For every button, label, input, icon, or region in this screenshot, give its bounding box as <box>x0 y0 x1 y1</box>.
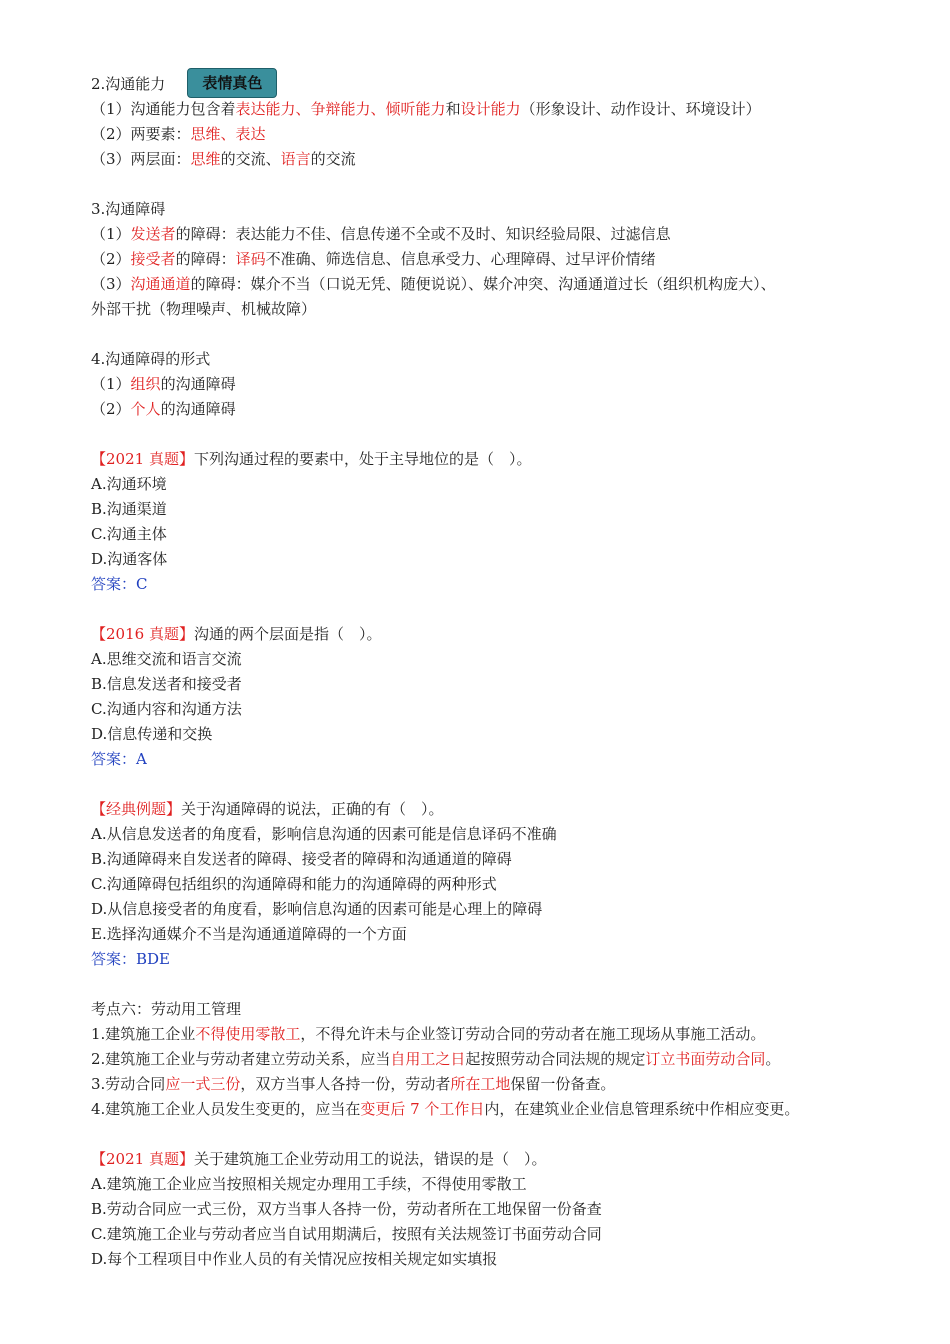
question-tag: 【2021 真题】 <box>91 1150 194 1168</box>
option: E.选择沟通媒介不当是沟通通道障碍的一个方面 <box>91 925 407 943</box>
spacer <box>91 1122 891 1147</box>
option: C.建筑施工企业与劳动者应当自试用期满后，按照有关法规签订书面劳动合同 <box>91 1225 602 1243</box>
section-title: 考点六：劳动用工管理 <box>91 1000 242 1018</box>
spacer <box>91 597 891 622</box>
text-line: （3）两层面：思维的交流、语言的交流 <box>91 150 356 168</box>
option: D.沟通客体 <box>91 550 168 568</box>
question-stem: 【2021 真题】下列沟通过程的要素中，处于主导地位的是（ ）。 <box>91 450 532 468</box>
question-tag: 【2016 真题】 <box>91 625 194 643</box>
option: B.沟通渠道 <box>91 500 167 518</box>
text-line: （2）个人的沟通障碍 <box>91 400 236 418</box>
text-line: 1.建筑施工企业不得使用零散工，不得允许未与企业签订劳动合同的劳动者在施工现场从事施工活动。 <box>91 1025 766 1043</box>
option: D.每个工程项目中作业人员的有关情况应按相关规定如实填报 <box>91 1250 498 1268</box>
text-line: 3.劳动合同应一式三份，双方当事人各持一份，劳动者所在工地保留一份备查。 <box>91 1075 616 1093</box>
question-stem: 【2021 真题】关于建筑施工企业劳动用工的说法，错误的是（ ）。 <box>91 1150 547 1168</box>
option: C.沟通障碍包括组织的沟通障碍和能力的沟通障碍的两种形式 <box>91 875 497 893</box>
question-tag: 【2021 真题】 <box>91 450 194 468</box>
option: B.信息发送者和接受者 <box>91 675 242 693</box>
text-line: （1）组织的沟通障碍 <box>91 375 236 393</box>
option: A.建筑施工企业应当按照相关规定办理用工手续，不得使用零散工 <box>91 1175 527 1193</box>
text-line: （2）两要素：思维、表达 <box>91 125 266 143</box>
text-line: 2.建筑施工企业与劳动者建立劳动关系，应当自用工之日起按照劳动合同法规的规定订立书面劳动合同。 <box>91 1050 781 1068</box>
answer: 答案：A <box>91 750 147 768</box>
section-heading <box>91 72 891 97</box>
option: A.从信息发送者的角度看，影响信息沟通的因素可能是信息译码不准确 <box>91 825 557 843</box>
text-line: （1）沟通能力包含着表达能力、争辩能力、倾听能力和设计能力（形象设计、动作设计、环境设计） <box>91 100 761 118</box>
option: D.从信息接受者的角度看，影响信息沟通的因素可能是心理上的障碍 <box>91 900 543 918</box>
option: B.沟通障碍来自发送者的障碍、接受者的障碍和沟通通道的障碍 <box>91 850 512 868</box>
highlight-badge: 表情真色 <box>187 68 277 98</box>
spacer <box>91 772 891 797</box>
text-line: （3）沟通通道的障碍：媒介不当（口说无凭、随便说说）、媒介冲突、沟通通道过长（组织机构庞大）、 <box>91 275 776 293</box>
spacer <box>91 172 891 197</box>
option: D.信息传递和交换 <box>91 725 213 743</box>
text-line: 外部干扰（物理噪声、机械故障） <box>91 300 317 318</box>
section-title: 4.沟通障碍的形式 <box>91 350 211 368</box>
spacer <box>91 322 891 347</box>
document-page <box>91 72 891 1272</box>
text-line: （2）接受者的障碍：译码不准确、筛选信息、信息承受力、心理障碍、过早评价情绪 <box>91 250 656 268</box>
question-stem: 【经典例题】关于沟通障碍的说法，正确的有（ ）。 <box>91 800 444 818</box>
option: C.沟通内容和沟通方法 <box>91 700 242 718</box>
spacer <box>91 972 891 997</box>
section-title: 3.沟通障碍 <box>91 200 166 218</box>
spacer <box>91 422 891 447</box>
option: A.沟通环境 <box>91 475 167 493</box>
section-title: 2.沟通能力 <box>91 75 166 93</box>
question-tag: 【经典例题】 <box>91 800 182 818</box>
text-line: 4.建筑施工企业人员发生变更的，应当在变更后 7 个工作日内，在建筑业企业信息管理系统中作相应变更。 <box>91 1100 800 1118</box>
option: A.思维交流和语言交流 <box>91 650 242 668</box>
question-stem: 【2016 真题】沟通的两个层面是指（ ）。 <box>91 625 382 643</box>
text-line: （1）发送者的障碍：表达能力不佳、信息传递不全或不及时、知识经验局限、过滤信息 <box>91 225 671 243</box>
answer: 答案：BDE <box>91 950 170 968</box>
answer: 答案：C <box>91 575 148 593</box>
option: B.劳动合同应一式三份，双方当事人各持一份，劳动者所在工地保留一份备查 <box>91 1200 602 1218</box>
option: C.沟通主体 <box>91 525 167 543</box>
